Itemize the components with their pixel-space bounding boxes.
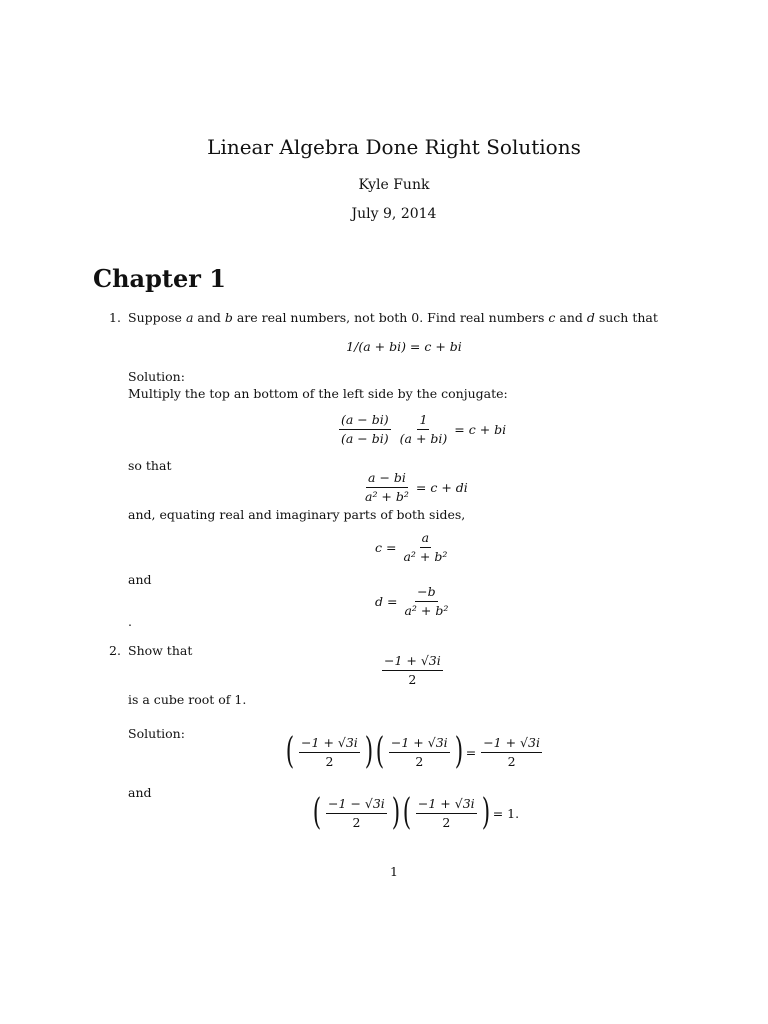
problem-1-number: 1. [109,310,121,325]
problem-2-expression: $\frac{-1 + √3i}{2}$ [384,653,441,687]
problem-1-and: and [128,572,152,587]
problem-1-solution-label: Solution: [128,369,185,384]
problem-1-statement: Suppose a and b are real numbers, not both 0. Find real numbers c and d such that [128,310,658,325]
problem-2-cube-root-text: is a cube root of 1. [128,692,247,707]
document-title: Linear Algebra Done Right Solutions [207,135,581,159]
problem-1-so-that: so that [128,458,172,473]
problem-1-equation: 1/(a + bi) = c + bi [346,339,462,354]
problem-1-c-equation: c = $\frac{a}{\text{a² + b²}}$ [375,530,448,564]
chapter-heading: Chapter 1 [93,264,226,293]
problem-1-simplified-equation: $\frac{a - bi}{\text{a² + b²}}$ = c + di [365,470,468,504]
document-date: July 9, 2014 [351,206,437,222]
problem-2-show-that: Show that [128,643,193,658]
problem-1-equating-text: and, equating real and imaginary parts of both sides, [128,507,466,522]
document-author: Kyle Funk [358,177,430,193]
problem-2-number: 2. [109,643,121,658]
page-number: 1 [390,864,398,879]
problem-2-product-equation: ( $\frac{-1 - √3i}{2}$ ) ( $\frac{-1 + √3i}{2}$ ) = 1. [312,792,520,833]
problem-1-d-equation: d = $\frac{-b}{\text{a² + b²}}$ [375,584,449,618]
problem-1-step-text: Multiply the top an bottom of the left side by the conjugate: [128,386,508,401]
problem-1-conjugate-equation: $\frac{(a - bi)}{(a - bi)}$ $\frac{1}{(a + bi)}$ = c + bi [341,412,507,446]
problem-2-squared-equation: ( $\frac{-1 + √3i}{2}$ ) ( $\frac{-1 + √3i}{2}$ ) = $\frac{-1 + √3i}{2}$ [285,731,540,772]
problem-2-solution-label: Solution: [128,726,185,741]
problem-1-period: . [128,614,132,629]
problem-2-and: and [128,785,152,800]
